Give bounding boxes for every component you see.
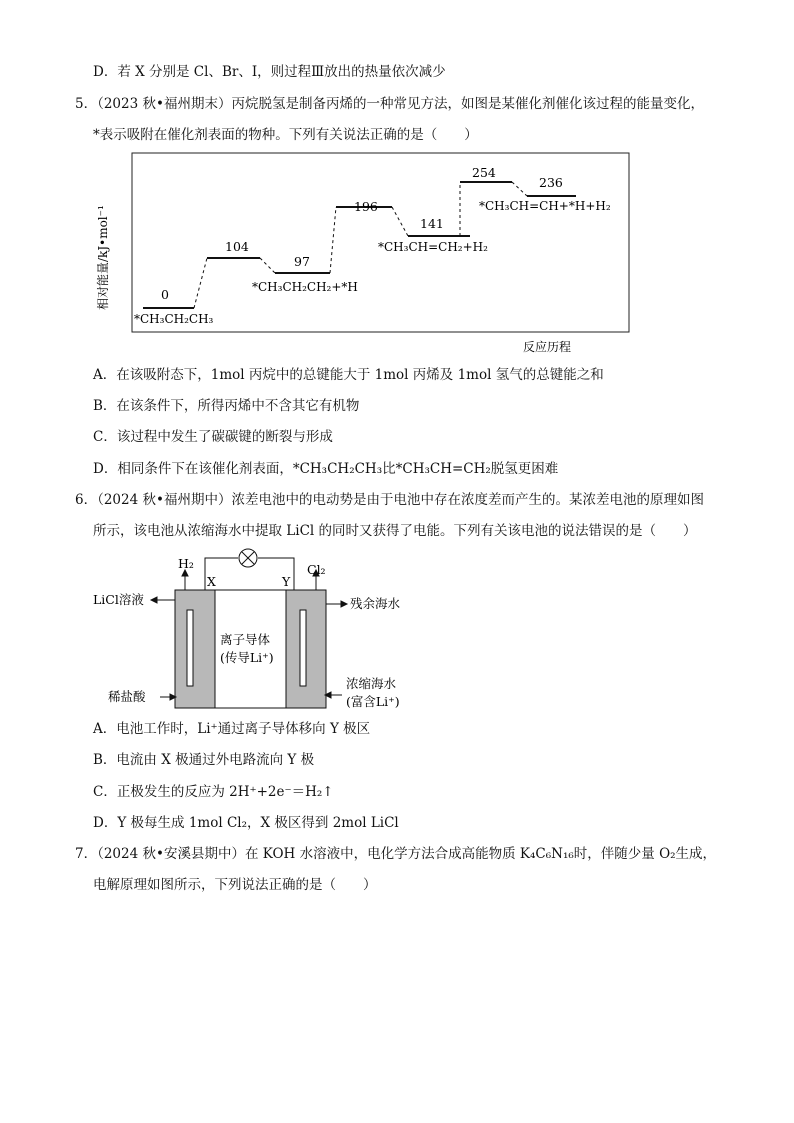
- dilute-hcl-label: 稀盐酸: [108, 689, 146, 704]
- residual-seawater-label: 残余海水: [350, 596, 401, 611]
- q7-stem-line1: [75, 845, 716, 863]
- x-axis-label: 反应历程: [523, 340, 572, 354]
- q4-option-d: D．若 X 分别是 Cl、Br、I，则过程Ⅲ放出的热量依次减少: [93, 64, 446, 80]
- y-axis-label: 相对能量/kJ•mol⁻¹: [96, 205, 110, 310]
- q5-stem-line1: [75, 95, 704, 113]
- ion-conductor-sublabel: (传导Li⁺): [220, 650, 274, 665]
- left-chamber: [175, 590, 215, 708]
- level-value: 236: [539, 175, 563, 190]
- question-source: （2024 秋•安溪县期中）: [97, 846, 245, 862]
- question-number: 5．: [75, 96, 98, 112]
- seawater-label: 浓缩海水: [346, 676, 397, 691]
- q6-option-a: A．电池工作时，Li⁺通过离子导体移向 Y 极区: [93, 721, 371, 737]
- q6-option-b: B．电流由 X 极通过外电路流向 Y 极: [93, 752, 315, 768]
- species-label: *CH₃CH=CH₂+H₂: [378, 240, 488, 254]
- question-number: 6．: [75, 492, 98, 508]
- q5-option-a: A．在该吸附态下，1mol 丙烷中的总键能大于 1mol 丙烯及 1mol 氢气的总键能之和: [93, 367, 604, 383]
- concentration-cell-diagram: [90, 544, 420, 714]
- q5-stem-line2: *表示吸附在催化剂表面的物种。下列有关说法正确的是（ ）: [93, 127, 478, 143]
- ion-conductor-label: 离子导体: [220, 632, 271, 647]
- species-label: *CH₃CH₂CH₂+*H: [252, 280, 358, 294]
- connector: [330, 207, 336, 273]
- x-electrode: [187, 610, 193, 686]
- connector: [392, 207, 408, 236]
- question-text: 浓差电池中的电动势是由于电池中存在浓度差而产生的。某浓差电池的原理如图: [231, 492, 704, 508]
- q6-option-d: D．Y 极每生成 1mol Cl₂，X 极区得到 2mol LiCl: [93, 815, 399, 831]
- licl-label: LiCl溶液: [93, 592, 144, 607]
- q6-stem-line1: [75, 491, 704, 509]
- cl2-label: Cl₂: [307, 562, 326, 577]
- y-electrode: [300, 610, 306, 686]
- q5-option-b: B．在该条件下，所得丙烯中不含其它有机物: [93, 398, 360, 414]
- question-text: 丙烷脱氢是制备丙烯的一种常见方法，如图是某催化剂催化该过程的能量变化，: [231, 96, 704, 112]
- q7-stem-line2: 电解原理如图所示，下列说法正确的是（ ）: [93, 877, 377, 893]
- q5-option-d: D．相同条件下在该催化剂表面，*CH₃CH₂CH₃比*CH₃CH=CH₂脱氢更困难: [93, 461, 559, 477]
- energy-profile-chart: [90, 150, 635, 360]
- q6-stem-line2: 所示，该电池从浓缩海水中提取 LiCl 的同时又获得了电能。下列有关该电池的说法错误的是（ ）: [93, 523, 697, 539]
- connector: [512, 182, 527, 196]
- question-text: 在 KOH 水溶液中，电化学方法合成高能物质 K₄C₆N₁₆时，伴随少量 O₂生成，: [244, 846, 717, 862]
- q6-option-c: C．正极发生的反应为 2H⁺+2e⁻＝H₂↑: [93, 784, 334, 800]
- species-label: *CH₃CH₂CH₃: [134, 312, 214, 326]
- h2-label: H₂: [178, 556, 194, 571]
- level-value: 97: [294, 254, 310, 269]
- question-source: （2024 秋•福州期中）: [97, 492, 232, 508]
- q5-option-c: C．该过程中发生了碳碳键的断裂与形成: [93, 429, 333, 445]
- question-number: 7．: [75, 846, 98, 862]
- species-label: *CH₃CH=CH+*H+H₂: [479, 199, 611, 213]
- question-source: （2023 秋•福州期末）: [97, 96, 232, 112]
- level-value: 254: [472, 165, 496, 180]
- level-value: 196: [354, 199, 378, 214]
- seawater-sublabel: (富含Li⁺): [346, 694, 400, 709]
- x-label: X: [207, 574, 216, 589]
- level-value: 141: [420, 216, 444, 231]
- level-value: 104: [225, 239, 249, 254]
- connector: [260, 258, 275, 273]
- connector: [194, 258, 207, 308]
- y-label: Y: [282, 574, 291, 589]
- level-value: 0: [161, 287, 169, 302]
